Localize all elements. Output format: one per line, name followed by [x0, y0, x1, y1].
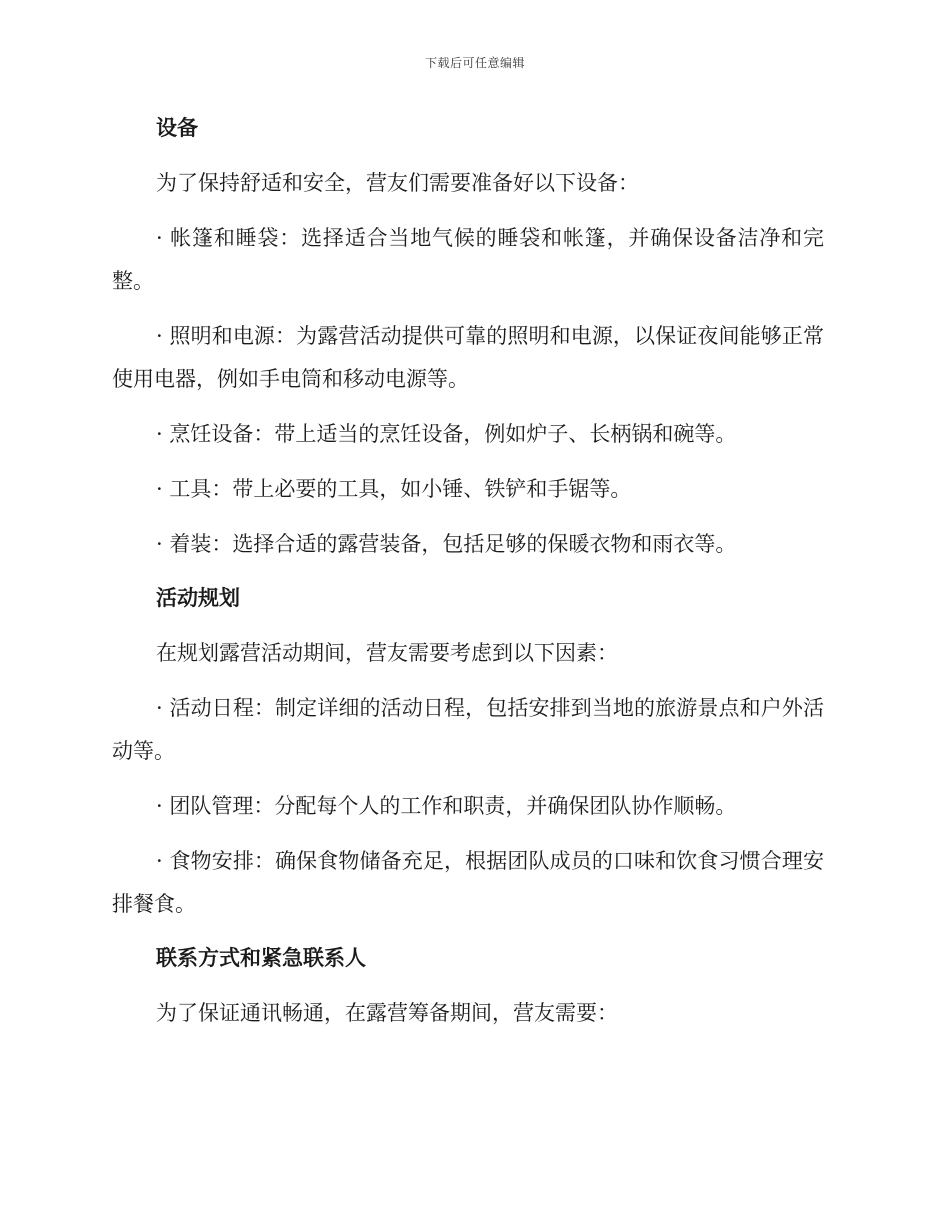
section-equipment — [112, 108, 824, 566]
list-item: · 工具：带上必要的工具，如小锤、铁铲和手锯等。 — [156, 477, 632, 501]
section-intro: 为了保持舒适和安全，营友们需要准备好以下设备： — [156, 171, 639, 195]
document-body — [112, 108, 824, 1047]
list-item: · 活动日程：制定详细的活动日程，包括安排到当地的旅游景点和户外活动等。 — [112, 696, 824, 763]
section-contacts — [112, 938, 824, 1035]
section-intro: 为了保证通讯畅通，在露营筹备期间，营友需要： — [156, 1001, 618, 1025]
list-item: · 食物安排：确保食物储备充足，根据团队成员的口味和饮食习惯合理安排餐食。 — [112, 849, 824, 916]
page-header-note: 下载后可任意编辑 — [424, 56, 525, 70]
list-item: · 烹饪设备：带上适当的烹饪设备，例如炉子、长柄锅和碗等。 — [156, 422, 737, 446]
section-activity-planning — [112, 578, 824, 926]
list-item: · 团队管理：分配每个人的工作和职责，并确保团队协作顺畅。 — [156, 794, 737, 818]
list-item: · 帐篷和睡袋：选择适合当地气候的睡袋和帐篷，并确保设备洁净和完整。 — [112, 226, 824, 293]
section-heading: 设备 — [156, 116, 198, 140]
list-item: · 着装：选择合适的露营装备，包括足够的保暖衣物和雨衣等。 — [156, 532, 737, 556]
section-heading: 联系方式和紧急联系人 — [156, 946, 366, 970]
section-heading: 活动规划 — [156, 586, 240, 610]
section-intro: 在规划露营活动期间，营友需要考虑到以下因素： — [156, 641, 618, 665]
list-item: · 照明和电源：为露营活动提供可靠的照明和电源，以保证夜间能够正常使用电器，例如手电筒和移动电源等。 — [112, 324, 824, 391]
